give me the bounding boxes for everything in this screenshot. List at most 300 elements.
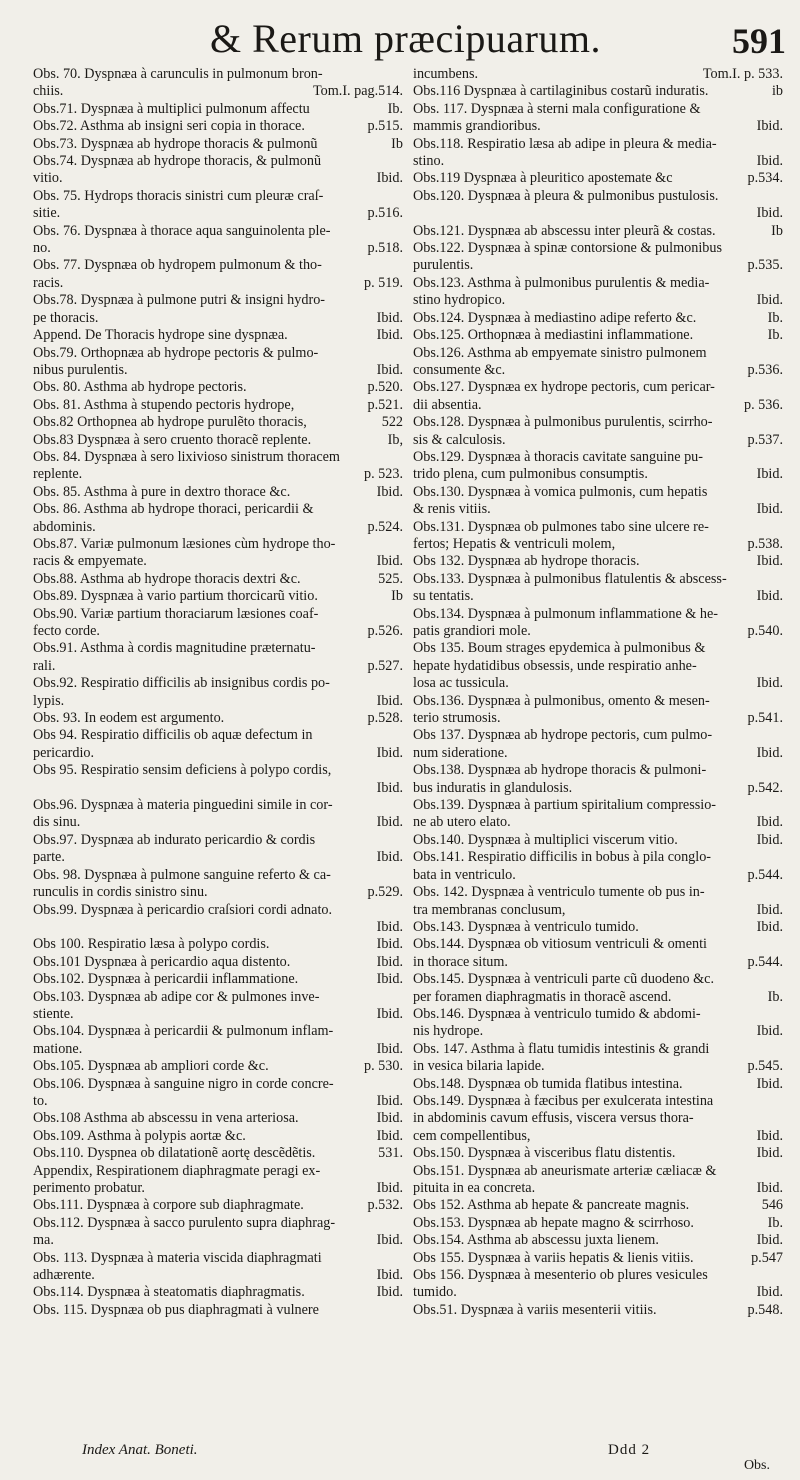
index-entry (33, 257, 403, 274)
index-entry (413, 623, 783, 640)
entry-text: Obs. 117. Dyspnæa à sterni mala configuratione & (413, 100, 701, 117)
entry-text: Obs.109. Asthma à polypis aortæ &c. (33, 1127, 246, 1144)
index-entry (413, 797, 783, 814)
entry-text: Obs. 142. Dyspnæa à ventriculo tumente ob pus in- (413, 884, 705, 901)
entry-text: Obs.122. Dyspnæa à spinæ contorsione & pulmonibus (413, 240, 722, 257)
index-entry (33, 553, 403, 570)
page-ref: Ib (771, 222, 783, 239)
index-entry (33, 1093, 403, 1110)
entry-text: Obs.134. Dyspnæa à pulmonum inflammatione & he- (413, 605, 718, 622)
index-entry (413, 1006, 783, 1023)
entry-text: Obs.136. Dyspnæa à pulmonibus, omento & mesen- (413, 692, 710, 709)
page-ref: p.537. (747, 431, 783, 448)
entry-text: su tentatis. (413, 588, 474, 605)
index-entry (413, 1093, 783, 1110)
page-ref: p.524. (367, 518, 403, 535)
entry-text: Obs.146. Dyspnæa à ventriculo tumido & abdomi- (413, 1005, 701, 1022)
page-ref: Ibid. (376, 918, 403, 935)
index-entry (413, 66, 783, 83)
index-entry (33, 1267, 403, 1284)
page-ref: Ibid. (756, 675, 783, 692)
entry-text: Obs.106. Dyspnæa à sanguine nigro in corde concre- (33, 1075, 334, 1092)
index-entry (413, 1284, 783, 1301)
entry-text: Obs.127. Dyspnæa ex hydrope pectoris, cum pericar- (413, 379, 715, 396)
page-ref: Ib, (387, 431, 403, 448)
index-entry (413, 1302, 783, 1319)
index-entry (33, 693, 403, 710)
entry-text: Obs 132. Dyspnæa ab hydrope thoracis. (413, 553, 640, 570)
page-ref: Ibid. (376, 849, 403, 866)
entry-text: Obs.145. Dyspnæa à ventriculi parte cũ duodeno &c. (413, 971, 715, 988)
entry-text: Obs 152. Asthma ab hepate & pancreate magnis. (413, 1197, 690, 1214)
entry-text: Obs.74. Dyspnæa ab hydrope thoracis, & pulmonũ (33, 153, 322, 170)
index-entry (413, 867, 783, 884)
entry-text: nis hydrope. (413, 1023, 484, 1040)
page-ref: Ibid. (376, 170, 403, 187)
index-entry (413, 606, 783, 623)
index-entry (33, 66, 403, 83)
index-entry (33, 1128, 403, 1145)
index-entry (33, 240, 403, 257)
entry-text: cem compellentibus, (413, 1127, 531, 1144)
page-ref: Ibid. (756, 118, 783, 135)
index-entry (33, 170, 403, 187)
page-ref: p.516. (367, 205, 403, 222)
page-ref: p.540. (747, 623, 783, 639)
page-footer (0, 1440, 800, 1480)
index-entry (413, 275, 783, 292)
index-entry (413, 345, 783, 362)
page-ref: Ibid. (756, 553, 783, 570)
index-entry (33, 1215, 403, 1232)
entry-text: Obs 155. Dyspnæa à variis hepatis & lienis vitiis. (413, 1249, 694, 1266)
page-ref: Ibid. (756, 744, 783, 761)
index-entry (413, 536, 783, 553)
index-entry (33, 1284, 403, 1301)
page-ref: Ib. (767, 1214, 783, 1231)
index-entry (413, 1197, 783, 1214)
entry-text: Obs 100. Respiratio læsa à polypo cordis. (33, 936, 270, 953)
index-entry (33, 797, 403, 814)
entry-text: nibus purulentis. (33, 361, 128, 378)
index-entry (33, 884, 403, 901)
entry-text: incumbens. (413, 66, 479, 82)
page-ref: Ibid. (376, 971, 403, 988)
page-ref: Ibid. (376, 953, 403, 970)
index-entry (413, 1110, 783, 1127)
entry-text: lypis. (33, 692, 65, 709)
index-entry (33, 902, 403, 919)
entry-text: Obs.111. Dyspnæa à corpore sub diaphragmate. (33, 1197, 304, 1214)
index-entry (33, 1302, 403, 1319)
page-ref: p.545. (747, 1058, 783, 1075)
page-ref: Ibid. (376, 309, 403, 326)
entry-text: Obs 156. Dyspnæa à mesenterio ob plures vesicules (413, 1267, 708, 1284)
page-ref: p.515. (367, 118, 403, 135)
entry-text: Obs.104. Dyspnæa à pericardii & pulmonum inflam- (33, 1023, 334, 1040)
index-entry (413, 1250, 783, 1267)
entry-text: Obs. 84. Dyspnæa à sero lixivioso sinistrum thoracem (33, 448, 340, 465)
entry-text: Obs.102. Dyspnæa à pericardii inflammatione. (33, 971, 299, 988)
entry-text: Obs.92. Respiratio difficilis ab insignibus cordis po- (33, 675, 330, 692)
index-entry (33, 971, 403, 988)
index-entry (33, 449, 403, 466)
entry-text: Obs. 86. Asthma ab hydrope thoraci, pericardii & (33, 501, 314, 518)
entry-text: Obs.129. Dyspnæa à thoracis cavitate sanguine pu- (413, 448, 703, 465)
index-entry (413, 884, 783, 901)
page-ref: 546 (761, 1197, 783, 1214)
index-entry (33, 571, 403, 588)
page-ref: p.547 (751, 1249, 783, 1266)
entry-text: racis & empyemate. (33, 553, 147, 570)
entry-text: dis sinu. (33, 814, 81, 831)
index-entry (413, 153, 783, 170)
index-entry (33, 832, 403, 849)
entry-text: Obs.124. Dyspnæa à mediastino adipe referto &c. (413, 309, 697, 326)
index-entry (413, 675, 783, 692)
entry-text: pericardio. (33, 744, 95, 761)
index-entry (33, 1041, 403, 1058)
entry-text: Obs. 98. Dyspnæa à pulmone sanguine referto & ca- (33, 866, 331, 883)
page-ref: p.528. (367, 710, 403, 727)
page-ref: p. 536. (743, 396, 783, 413)
index-entry (33, 1197, 403, 1214)
page-ref: Ibid. (376, 553, 403, 570)
index-entry (413, 257, 783, 274)
index-entry (413, 553, 783, 570)
page-ref: Ibid. (756, 1284, 783, 1301)
index-entry (413, 936, 783, 953)
index-entry (413, 658, 783, 675)
index-entry (413, 501, 783, 518)
index-entry (413, 971, 783, 988)
entry-text: pe thoracis. (33, 309, 99, 326)
index-entry (413, 1267, 783, 1284)
page-ref: ib (771, 83, 783, 100)
index-entry (413, 1215, 783, 1232)
entry-text: fertos; Hepatis & ventriculi molem, (413, 535, 616, 552)
page-ref: Ibid. (376, 1110, 403, 1127)
entry-text: Obs 94. Respiratio difficilis ob aquæ defectum in (33, 727, 313, 744)
entry-text: Obs.121. Dyspnæa ab abscessu inter pleurã & costas. (413, 222, 716, 239)
page-ref: Ibid. (376, 814, 403, 831)
page-ref: Ibid. (756, 501, 783, 518)
index-entry (33, 466, 403, 483)
page-ref: Ibid. (756, 1127, 783, 1144)
entry-text: Obs.148. Dyspnæa ob tumida flatibus intestina. (413, 1075, 683, 1092)
index-entry (33, 675, 403, 692)
entry-text: racis. (33, 274, 64, 291)
entry-text: Obs. 113. Dyspnæa à materia viscida diaphragmati (33, 1249, 322, 1266)
index-entry (33, 1023, 403, 1040)
index-entry (33, 1250, 403, 1267)
index-entry (33, 101, 403, 118)
entry-text: Obs 137. Dyspnæa ab hydrope pectoris, cum pulmo- (413, 727, 713, 744)
entry-text: Obs.125. Orthopnæa à mediastini inflammatione. (413, 327, 694, 344)
page-ref: p. 523. (363, 466, 403, 483)
entry-text: Obs.110. Dyspnea ob dilatationẽ aortę descẽdẽtis. (33, 1145, 316, 1162)
index-entry (33, 623, 403, 640)
entry-text: bus induratis in glandulosis. (413, 779, 573, 796)
entry-text: bata in ventriculo. (413, 866, 516, 883)
index-entry (33, 118, 403, 135)
entry-text: Obs.153. Dyspnæa ab hepate magno & scirrhoso. (413, 1214, 694, 1231)
page-ref: Tom.I. p. 533. (702, 66, 783, 82)
entry-text: Obs.140. Dyspnæa à multiplici viscerum vitio. (413, 831, 678, 848)
entry-text: Obs. 85. Asthma à pure in dextro thorace &c. (33, 483, 291, 500)
index-entry (413, 466, 783, 483)
page-ref: Ib. (387, 100, 403, 117)
entry-text: Obs. 80. Asthma ab hydrope pectoris. (33, 379, 247, 396)
entry-text: Obs.150. Dyspnæa à visceribus flatu distentis. (413, 1145, 676, 1162)
entry-text: sitie. (33, 205, 61, 222)
page-ref: Ibid. (376, 483, 403, 500)
index-entry (33, 519, 403, 536)
index-entry (33, 762, 403, 779)
index-entry (413, 571, 783, 588)
index-entry (413, 188, 783, 205)
entry-text: in thorace situm. (413, 953, 508, 970)
entry-text: rali. (33, 657, 56, 674)
entry-text: & renis vitiis. (413, 501, 491, 518)
index-column-right (413, 66, 783, 1444)
entry-text: no. (33, 240, 51, 257)
index-entry (413, 989, 783, 1006)
index-entry (413, 1076, 783, 1093)
page-ref: Ibid. (376, 327, 403, 344)
entry-text: Obs.73. Dyspnæa ab hydrope thoracis & pulmonũ (33, 135, 318, 152)
entry-text: Obs. 76. Dyspnæa à thorace aqua sanguinolenta ple- (33, 222, 331, 239)
entry-text: Obs.88. Asthma ab hydrope thoracis dextri &c. (33, 570, 301, 587)
index-entry (33, 867, 403, 884)
entry-text: Obs.89. Dyspnæa à vario partium thorcicarũ vitio. (33, 588, 318, 605)
page-ref: Ibid. (376, 1040, 403, 1057)
entry-text: num sideratione. (413, 744, 508, 761)
page-ref: p.534. (747, 170, 783, 187)
page-ref: Ibid. (756, 1180, 783, 1196)
entry-text: Obs.128. Dyspnæa à pulmonibus purulentis, scirrho- (413, 414, 713, 431)
index-entry (33, 345, 403, 362)
index-entry (413, 1058, 783, 1075)
index-entry (413, 414, 783, 431)
page-ref: Ibid. (756, 901, 783, 918)
entry-text: replente. (33, 466, 83, 483)
entry-text: Obs. 115. Dyspnæa ob pus diaphragmati à vulnere (33, 1301, 319, 1318)
entry-text: consumente &c. (413, 361, 506, 378)
entry-text: vitio. (33, 170, 63, 187)
index-entry (413, 849, 783, 866)
entry-text: Appendix, Respirationem diaphragmate peragi ex- (33, 1162, 321, 1179)
index-entry (413, 118, 783, 135)
index-entry (33, 919, 403, 936)
index-entry (413, 379, 783, 396)
index-entry (413, 484, 783, 501)
index-entry (33, 1145, 403, 1162)
index-entry (33, 310, 403, 327)
entry-text: Obs.87. Variæ pulmonum læsiones cùm hydrope tho- (33, 535, 336, 552)
entry-text: adhærente. (33, 1267, 95, 1284)
page-ref: Ibid. (376, 744, 403, 761)
page-ref: Ibid. (756, 466, 783, 483)
index-entry (413, 814, 783, 831)
entry-text: Obs.91. Asthma à cordis magnitudine præternatu- (33, 640, 316, 657)
index-entry (413, 449, 783, 466)
entry-text: Obs.118. Respiratio læsa ab adipe in pleura & media- (413, 135, 717, 152)
index-entry (413, 223, 783, 240)
index-column-left (33, 66, 403, 1444)
index-entry (413, 205, 783, 222)
index-entry (413, 902, 783, 919)
running-title: & Rerum præcipuarum. (210, 16, 602, 61)
index-entry (33, 414, 403, 431)
index-entry (413, 170, 783, 187)
page-ref: Ibid. (376, 692, 403, 709)
index-entry (33, 432, 403, 449)
entry-text: ne ab utero elato. (413, 814, 511, 831)
page-ref: Ibid. (376, 1267, 403, 1284)
index-entry (33, 954, 403, 971)
entry-text: dii absentia. (413, 396, 482, 413)
entry-text: Obs.131. Dyspnæa ob pulmones tabo sine ulcere re- (413, 518, 709, 535)
index-entry (33, 275, 403, 292)
page-ref: p.541. (747, 710, 783, 727)
page-header (0, 14, 800, 70)
index-entry (33, 710, 403, 727)
index-entry (413, 327, 783, 344)
entry-text: to. (33, 1092, 48, 1109)
page-ref: 525. (378, 570, 403, 587)
entry-text: Obs.90. Variæ partium thoraciarum læsiones coaf- (33, 605, 319, 622)
index-entry (413, 954, 783, 971)
index-entry (413, 727, 783, 744)
entry-text: Obs.154. Asthma ab abscessu juxta lienem. (413, 1232, 659, 1249)
page-number: 591 (732, 21, 786, 61)
index-entry (33, 936, 403, 953)
index-entry (413, 919, 783, 936)
page-ref: p.520. (367, 379, 403, 396)
index-entry (413, 136, 783, 153)
entry-text: Obs 95. Respiratio sensim deficiens à polypo cordis, (33, 762, 332, 779)
entry-text: stino. (413, 153, 445, 170)
page-ref: p.536. (747, 361, 783, 378)
index-entry (33, 83, 403, 100)
entry-text: Obs.99. Dyspnæa à pericardio craſsiori cordi adnato. (33, 901, 333, 918)
entry-text: trido plena, cum pulmonibus consumptis. (413, 466, 648, 483)
page-ref: Ibid. (756, 1075, 783, 1092)
page-ref: p.538. (747, 535, 783, 552)
entry-text: Obs. 147. Asthma à flatu tumidis intestinis & grandi (413, 1040, 710, 1057)
page-ref: Ibid. (376, 1180, 403, 1196)
footer-book-title: Index Anat. Boneti. (82, 1442, 198, 1458)
index-entry (33, 292, 403, 309)
entry-text: Obs.83 Dyspnæa à sero cruento thoracẽ replente. (33, 431, 312, 448)
page-ref: p.518. (367, 240, 403, 257)
catchword: Obs. (743, 1458, 770, 1473)
page-ref: Ibid. (376, 1232, 403, 1249)
entry-text: Obs. 75. Hydrops thoracis sinistri cum pleuræ craſ- (33, 187, 324, 204)
index-entry (413, 397, 783, 414)
entry-text: Obs.114. Dyspnæa à steatomatis diaphragmatis. (33, 1284, 305, 1301)
index-columns (33, 66, 783, 1444)
entry-text: Obs.105. Dyspnæa ab ampliori corde &c. (33, 1058, 269, 1075)
page-ref: Ib. (767, 309, 783, 326)
page-ref: p.529. (367, 884, 403, 901)
entry-text: Obs. 77. Dyspnæa ob hydropem pulmonum & tho- (33, 257, 322, 274)
entry-text: tumido. (413, 1284, 457, 1301)
index-entry (33, 205, 403, 222)
page-ref: Ibid. (376, 936, 403, 953)
page-ref: Ibid. (756, 814, 783, 831)
page-ref: p. 519. (363, 274, 403, 291)
entry-text: Obs.101 Dyspnæa à pericardio aqua distento. (33, 953, 291, 970)
index-entry (33, 588, 403, 605)
index-entry (33, 1163, 403, 1180)
entry-text: Obs.72. Asthma ab insigni seri copia in thorace. (33, 118, 305, 135)
page-ref: 531. (378, 1145, 403, 1162)
index-entry (413, 1163, 783, 1180)
entry-text: Obs.96. Dyspnæa à materia pinguedini simile in cor- (33, 797, 333, 814)
entry-text: Obs.151. Dyspnæa ab aneurismate arteriæ cæliacæ & (413, 1162, 717, 1179)
entry-text: in abdominis cavum effusis, viscera versus thora- (413, 1110, 694, 1127)
entry-text: ma. (33, 1232, 54, 1249)
index-entry (413, 83, 783, 100)
index-entry (33, 501, 403, 518)
index-entry (413, 240, 783, 257)
entry-text: Obs.143. Dyspnæa à ventriculo tumido. (413, 918, 639, 935)
index-entry (413, 1145, 783, 1162)
entry-text: terio strumosis. (413, 710, 501, 727)
index-entry (33, 379, 403, 396)
index-entry (33, 136, 403, 153)
entry-text: parte. (33, 849, 65, 866)
page-ref: Ibid. (376, 1005, 403, 1022)
index-entry (413, 762, 783, 779)
index-entry (413, 832, 783, 849)
page-ref: 522 (381, 414, 403, 431)
entry-text: per foramen diaphragmatis in thoracẽ ascend. (413, 988, 672, 1005)
entry-text: Obs.141. Respiratio difficilis in bobus à pila conglo- (413, 849, 712, 866)
entry-text: Obs.116 Dyspnæa à cartilaginibus costarũ induratis. (413, 83, 709, 100)
index-entry (413, 640, 783, 657)
entry-text: Obs. 93. In eodem est argumento. (33, 710, 225, 727)
page-ref: p.544. (747, 953, 783, 970)
entry-text: stino hydropico. (413, 292, 506, 309)
page-ref: p.535. (747, 257, 783, 274)
entry-text: purulentis. (413, 257, 474, 274)
page-ref: Ibid. (756, 205, 783, 222)
entry-text: losa ac tussicula. (413, 675, 509, 692)
entry-text: Obs.133. Dyspnæa à pulmonibus flatulentis & abscess- (413, 570, 727, 587)
entry-text: stiente. (33, 1005, 74, 1022)
index-entry (413, 710, 783, 727)
entry-text: sis & calculosis. (413, 431, 506, 448)
page-ref: Ib (391, 588, 403, 605)
entry-text: Obs.108 Asthma ab abscessu in vena arteriosa. (33, 1110, 299, 1127)
index-entry (33, 658, 403, 675)
index-entry (33, 1076, 403, 1093)
page-ref: p.532. (367, 1197, 403, 1214)
entry-text: Obs.139. Dyspnæa à partium spiritalium compressio- (413, 797, 717, 814)
index-entry (33, 188, 403, 205)
page-ref: Ibid. (756, 1023, 783, 1040)
page-ref: p. 530. (363, 1058, 403, 1075)
entry-text: Obs.82 Orthopnea ab hydrope purulẽto thoracis, (33, 414, 307, 431)
page-ref: Tom.I. pag.514. (312, 83, 403, 100)
index-entry (33, 397, 403, 414)
page-ref: Ibid. (376, 1092, 403, 1109)
index-entry (413, 588, 783, 605)
entry-text: Obs.130. Dyspnæa à vomica pulmonis, cum hepatis (413, 483, 708, 500)
